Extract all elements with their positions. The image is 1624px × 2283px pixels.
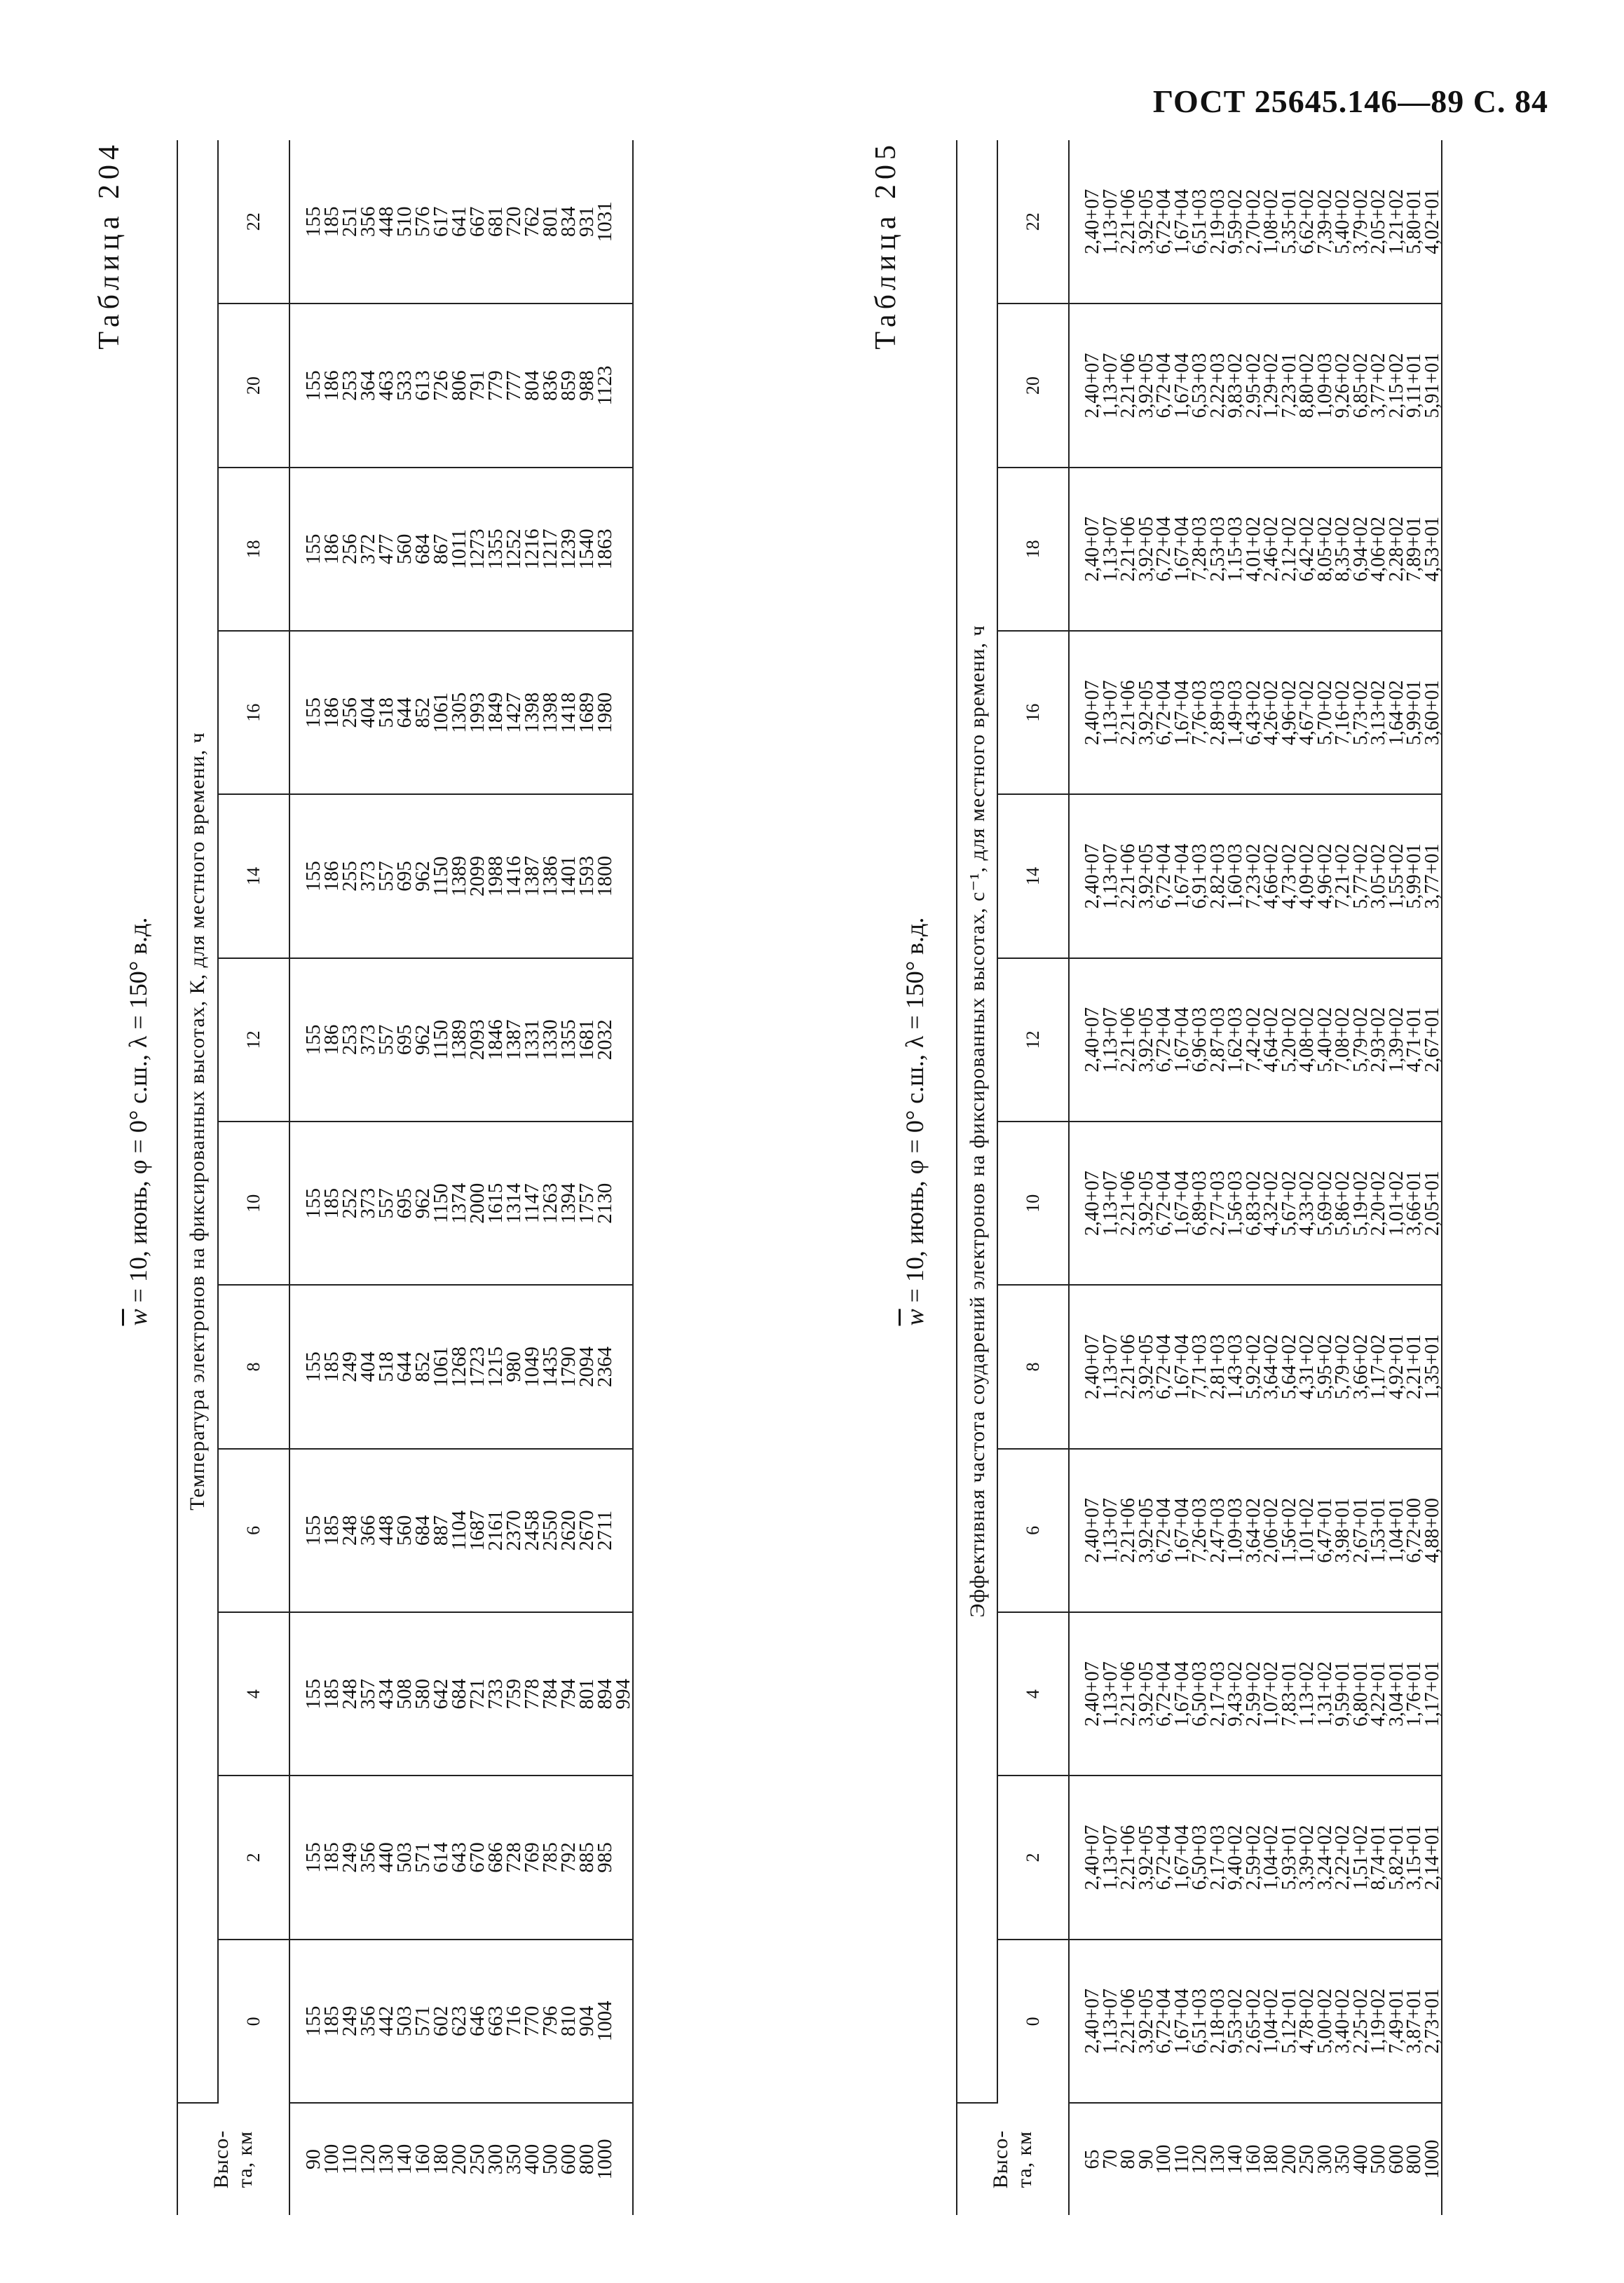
column-header-time: 4	[997, 1612, 1069, 1776]
value-column: 2,40+07 1,13+07 2,21+06 3,92+05 6,72+04 1,67+04 7,26+03 2,47+03 1,09+03 3,64+02 2,06+02 1,56+02 1,01+02 6,47+01 3,98+01 2,67+01 1,53+01 1,04+01 6,72+00 4,88+00	[1069, 1449, 1442, 1612]
value-column: 2,40+07 1,13+07 2,21+06 3,92+05 6,72+04 1,67+04 7,76+03 2,89+03 1,49+03 6,43+02 4,26+02 4,96+02 4,67+02 5,70+02 7,16+02 5,73+02 3,13+02 1,64+02 5,99+01 3,60+01	[1069, 631, 1442, 794]
table-204-block	[93, 140, 709, 2215]
page-header: ГОСТ 25645.146—89 С. 84	[1152, 83, 1548, 119]
column-header-time: 12	[997, 958, 1069, 1122]
column-header-time: 8	[218, 1285, 289, 1448]
table-label: Таблица 204	[93, 140, 125, 350]
column-header-time: 2	[218, 1776, 289, 1939]
group-header: Температура электронов на фиксированных высотах, К, для местного времени, ч	[177, 140, 218, 2103]
value-column: 2,40+07 1,13+07 2,21+06 3,92+05 6,72+04 1,67+04 7,71+03 2,81+03 1,43+03 5,92+02 3,64+02 5,64+02 4,31+02 5,95+02 5,79+02 3,66+02 1,17+02 4,92+01 2,21+01 1,35+01	[1069, 1285, 1442, 1448]
value-column: 155 185 249 404 518 644 852 1061 1268 1723 1215 980 1049 1435 1790 2094 2364	[289, 1285, 633, 1448]
value-column: 2,40+07 1,13+07 2,21+06 3,92+05 6,72+04 1,67+04 6,51+03 2,19+03 9,59+02 2,70+02 1,08+02 5,35+01 6,62+02 7,39+02 5,40+02 3,79+02 2,05+02 1,21+02 5,80+01 4,02+01	[1069, 140, 1442, 304]
value-column: 155 185 249 356 440 503 571 614 643 670 686 728 769 785 792 885 985	[289, 1776, 633, 1939]
column-header-time: 18	[218, 468, 289, 631]
column-header-time: 0	[218, 1940, 289, 2103]
column-header-time: 12	[218, 958, 289, 1122]
value-column: 2,40+07 1,13+07 2,21+06 3,92+05 6,72+04 1,67+04 6,50+03 2,17+03 9,43+02 2,59+02 1,07+02 7,83+01 1,13+02 1,31+02 9,59+01 6,80+01 4,22+01 3,04+01 1,76+01 1,17+01	[1069, 1612, 1442, 1776]
value-column: 2,40+07 1,13+07 2,21+06 3,92+05 6,72+04 1,67+04 6,96+03 2,87+03 1,62+03 7,42+02 4,64+02 5,20+02 4,08+02 5,40+02 7,08+02 5,79+02 2,93+02 1,39+02 4,71+01 2,67+01	[1069, 958, 1442, 1122]
column-header-time: 22	[997, 140, 1069, 304]
group-header: Эффективная частота соударений электронов на фиксированных высотах, с⁻¹, для местного времени, ч	[957, 140, 997, 2103]
table-title	[900, 140, 929, 2103]
column-header-time: 16	[997, 631, 1069, 794]
value-column: 155 186 253 373 557 695 962 1150 1389 2093 1846 1387 1331 1330 1355 1681 2032	[289, 958, 633, 1122]
table-label: Таблица 205	[870, 140, 902, 350]
value-column: 155 186 256 372 477 560 684 867 1011 1273 1355 1252 1216 1217 1239 1540 1863	[289, 468, 633, 631]
column-header-time: 0	[997, 1940, 1069, 2103]
column-header-time: 2	[997, 1776, 1069, 1939]
column-header-time: 22	[218, 140, 289, 304]
column-header-time: 10	[997, 1122, 1069, 1285]
column-header-time: 14	[218, 794, 289, 958]
column-header-time: 8	[997, 1285, 1069, 1448]
value-column: 2,40+07 1,13+07 2,21+06 3,92+05 6,72+04 1,67+04 7,28+03 2,53+03 1,15+03 4,01+02 2,46+02 2,12+02 6,42+02 8,05+02 8,35+02 6,94+02 4,06+02 2,28+02 7,89+01 4,53+01	[1069, 468, 1442, 631]
column-header-time: 18	[997, 468, 1069, 631]
w-symbol: $\overline{w}$	[901, 1309, 929, 1326]
value-column: 155 185 251 356 448 510 576 617 641 667 681 720 762 801 834 931 1031	[289, 140, 633, 304]
column-header-time: 6	[997, 1449, 1069, 1612]
value-column: 2,40+07 1,13+07 2,21+06 3,92+05 6,72+04 1,67+04 6,50+03 2,17+03 9,40+02 2,59+02 1,04+02 5,93+01 3,39+02 3,24+02 2,22+02 1,51+02 8,74+01 5,82+01 3,15+01 2,14+01	[1069, 1776, 1442, 1939]
table-205-block	[869, 140, 1542, 2215]
value-column: 155 186 255 373 557 695 962 1150 1389 2099 1988 1416 1387 1386 1401 1593 1800	[289, 794, 633, 958]
value-column: 155 186 256 404 518 644 852 1061 1305 1993 1849 1427 1398 1398 1418 1689 1980	[289, 631, 633, 794]
data-table	[956, 140, 1442, 2215]
value-column: 155 185 248 357 434 508 580 642 684 721 733 759 778 784 794 801 894 994	[289, 1612, 633, 1776]
value-column: 155 186 253 364 463 533 613 726 806 791 779 777 804 836 859 988 1123	[289, 304, 633, 467]
value-column: 155 185 249 356 442 503 571 602 623 646 663 716 770 796 810 904 1004	[289, 1940, 633, 2103]
data-table	[177, 140, 634, 2215]
value-column: 155 185 252 373 557 695 962 1150 1374 2000 1615 1314 1147 1263 1394 1757 2130	[289, 1122, 633, 1285]
column-header-time: 6	[218, 1449, 289, 1612]
value-column: 2,40+07 1,13+07 2,21+06 3,92+05 6,72+04 1,67+04 6,89+03 2,77+03 1,56+03 6,83+02 4,32+02 5,67+02 4,33+02 5,69+02 5,86+02 5,19+02 2,20+02 1,01+02 3,66+01 2,05+01	[1069, 1122, 1442, 1285]
value-column: 2,40+07 1,13+07 2,21+06 3,92+05 6,72+04 1,67+04 6,51+03 2,18+03 9,53+02 2,65+02 1,04+02 5,12+01 4,78+02 5,00+02 3,40+02 2,25+02 1,19+02 7,49+01 3,87+01 2,73+01	[1069, 1940, 1442, 2103]
title-conditions: = 10, июнь, φ = 0° с.ш., λ = 150° в.д.	[124, 917, 152, 1309]
title-conditions: = 10, июнь, φ = 0° с.ш., λ = 150° в.д.	[901, 917, 929, 1309]
column-header-time: 20	[997, 304, 1069, 467]
column-header-time: 14	[997, 794, 1069, 958]
column-header-time: 20	[218, 304, 289, 467]
w-symbol: $\overline{w}$	[124, 1309, 152, 1326]
table-title	[123, 140, 153, 2103]
height-column: 90 100 110 120 130 140 160 180 200 250 300 350 400 500 600 800 1000	[302, 2139, 616, 2180]
column-header-time: 4	[218, 1612, 289, 1776]
height-column: 65 70 80 90 100 110 120 130 140 160 180 200 250 300 350 400 500 600 800 1000	[1081, 2139, 1443, 2179]
row-header: Высо- та, км	[177, 2103, 289, 2215]
row-header: Высо- та, км	[957, 2103, 1069, 2215]
column-header-time: 10	[218, 1122, 289, 1285]
value-column: 2,40+07 1,13+07 2,21+06 3,92+05 6,72+04 1,67+04 6,91+03 2,82+03 1,60+03 7,23+02 4,66+02 4,73+02 4,09+02 4,96+02 7,21+02 5,77+02 3,05+02 1,55+02 5,99+01 3,77+01	[1069, 794, 1442, 958]
column-header-time: 16	[218, 631, 289, 794]
value-column: 155 185 248 366 448 560 684 887 1104 1687 2161 2370 2458 2550 2620 2670 2711	[289, 1449, 633, 1612]
value-column: 2,40+07 1,13+07 2,21+06 3,92+05 6,72+04 1,67+04 6,53+03 2,22+03 9,83+02 2,95+02 1,29+02 7,23+01 8,80+02 1,09+03 9,26+02 6,85+02 3,77+02 2,15+02 9,11+01 5,91+01	[1069, 304, 1442, 467]
